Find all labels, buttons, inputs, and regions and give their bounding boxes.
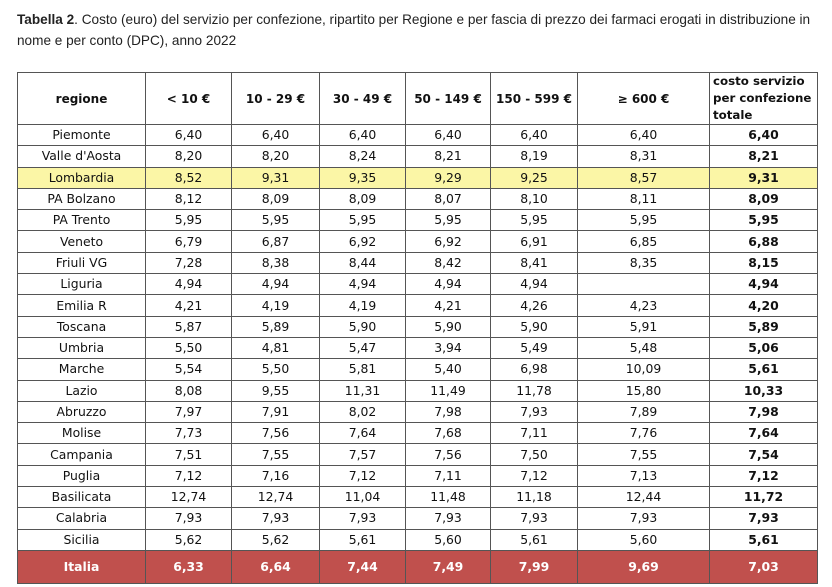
under-10-cell: 7,51 <box>146 444 232 465</box>
table-row <box>18 529 818 550</box>
region-cell: Toscana <box>18 316 146 337</box>
caption-label: Tabella 2 <box>17 12 75 27</box>
header-under-10: < 10 € <box>146 73 232 125</box>
table-row <box>18 167 818 188</box>
30-49-cell: 9,35 <box>320 167 406 188</box>
table-row <box>18 487 818 508</box>
region-cell: Puglia <box>18 465 146 486</box>
region-cell: Valle d'Aosta <box>18 146 146 167</box>
150-599-cell: 7,50 <box>491 444 578 465</box>
150-599-cell: 5,90 <box>491 316 578 337</box>
50-149-cell: 7,68 <box>406 423 491 444</box>
under-10-cell: 12,74 <box>146 487 232 508</box>
region-cell: Marche <box>18 359 146 380</box>
region-cell: Lazio <box>18 380 146 401</box>
table-row <box>18 380 818 401</box>
600-plus-cell: 7,76 <box>578 423 710 444</box>
table-row <box>18 210 818 231</box>
region-cell: Veneto <box>18 231 146 252</box>
total-cell: 10,33 <box>710 380 818 401</box>
region-cell: Emilia R <box>18 295 146 316</box>
150-599-cell: 7,93 <box>491 401 578 422</box>
region-cell: PA Trento <box>18 210 146 231</box>
10-29-cell: 5,95 <box>232 210 320 231</box>
30-49-cell: 4,19 <box>320 295 406 316</box>
italia-region-cell: Italia <box>18 550 146 583</box>
50-149-cell: 7,98 <box>406 401 491 422</box>
50-149-cell: 6,40 <box>406 125 491 146</box>
600-plus-cell: 7,55 <box>578 444 710 465</box>
10-29-cell: 5,89 <box>232 316 320 337</box>
italia-30-49-cell: 7,44 <box>320 550 406 583</box>
50-149-cell: 7,93 <box>406 508 491 529</box>
italia-under-10-cell: 6,33 <box>146 550 232 583</box>
total-cell: 5,89 <box>710 316 818 337</box>
10-29-cell: 8,38 <box>232 252 320 273</box>
50-149-cell: 4,94 <box>406 274 491 295</box>
150-599-cell: 7,12 <box>491 465 578 486</box>
10-29-cell: 8,20 <box>232 146 320 167</box>
table-row <box>18 316 818 337</box>
under-10-cell: 8,52 <box>146 167 232 188</box>
10-29-cell: 6,40 <box>232 125 320 146</box>
header-10-29: 10 - 29 € <box>232 73 320 125</box>
region-cell: Abruzzo <box>18 401 146 422</box>
under-10-cell: 7,12 <box>146 465 232 486</box>
total-cell: 5,06 <box>710 337 818 358</box>
total-cell: 7,54 <box>710 444 818 465</box>
50-149-cell: 5,90 <box>406 316 491 337</box>
table-row <box>18 252 818 273</box>
150-599-cell: 8,10 <box>491 188 578 209</box>
150-599-cell: 6,91 <box>491 231 578 252</box>
600-plus-cell: 6,40 <box>578 125 710 146</box>
region-cell: Molise <box>18 423 146 444</box>
under-10-cell: 5,87 <box>146 316 232 337</box>
150-599-cell: 5,49 <box>491 337 578 358</box>
150-599-cell: 4,94 <box>491 274 578 295</box>
600-plus-cell: 12,44 <box>578 487 710 508</box>
150-599-cell: 6,98 <box>491 359 578 380</box>
total-cell: 5,61 <box>710 529 818 550</box>
30-49-cell: 7,57 <box>320 444 406 465</box>
150-599-cell: 8,19 <box>491 146 578 167</box>
region-cell: PA Bolzano <box>18 188 146 209</box>
150-599-cell: 6,40 <box>491 125 578 146</box>
region-cell: Piemonte <box>18 125 146 146</box>
under-10-cell: 4,21 <box>146 295 232 316</box>
caption-text: . Costo (euro) del servizio per confezione, ripartito per Regione e per fascia di prezzo dei farmaci erogati in distribuzione in nome e per conto (DPC), anno 2022 <box>17 12 811 48</box>
total-cell: 4,94 <box>710 274 818 295</box>
table-row <box>18 295 818 316</box>
50-149-cell: 8,42 <box>406 252 491 273</box>
30-49-cell: 7,12 <box>320 465 406 486</box>
table-row <box>18 401 818 422</box>
table-row <box>18 146 818 167</box>
150-599-cell: 11,18 <box>491 487 578 508</box>
table-row <box>18 274 818 295</box>
50-149-cell: 7,56 <box>406 444 491 465</box>
50-149-cell: 8,07 <box>406 188 491 209</box>
10-29-cell: 12,74 <box>232 487 320 508</box>
50-149-cell: 4,21 <box>406 295 491 316</box>
30-49-cell: 4,94 <box>320 274 406 295</box>
600-plus-cell: 8,31 <box>578 146 710 167</box>
600-plus-cell: 15,80 <box>578 380 710 401</box>
italia-total-row <box>18 550 818 583</box>
150-599-cell: 11,78 <box>491 380 578 401</box>
total-cell: 8,21 <box>710 146 818 167</box>
italia-150-599-cell: 7,99 <box>491 550 578 583</box>
150-599-cell: 5,61 <box>491 529 578 550</box>
total-cell: 5,95 <box>710 210 818 231</box>
region-cell: Campania <box>18 444 146 465</box>
header-50-149: 50 - 149 € <box>406 73 491 125</box>
50-149-cell: 8,21 <box>406 146 491 167</box>
30-49-cell: 8,44 <box>320 252 406 273</box>
10-29-cell: 8,09 <box>232 188 320 209</box>
50-149-cell: 5,40 <box>406 359 491 380</box>
table-row <box>18 231 818 252</box>
10-29-cell: 6,87 <box>232 231 320 252</box>
italia-total-cell: 7,03 <box>710 550 818 583</box>
50-149-cell: 5,95 <box>406 210 491 231</box>
table-body <box>18 125 818 584</box>
10-29-cell: 7,56 <box>232 423 320 444</box>
total-cell: 4,20 <box>710 295 818 316</box>
table-row <box>18 423 818 444</box>
30-49-cell: 5,90 <box>320 316 406 337</box>
10-29-cell: 7,55 <box>232 444 320 465</box>
total-cell: 8,15 <box>710 252 818 273</box>
region-cell: Friuli VG <box>18 252 146 273</box>
30-49-cell: 8,09 <box>320 188 406 209</box>
30-49-cell: 6,40 <box>320 125 406 146</box>
50-149-cell: 9,29 <box>406 167 491 188</box>
italia-50-149-cell: 7,49 <box>406 550 491 583</box>
10-29-cell: 5,62 <box>232 529 320 550</box>
30-49-cell: 7,93 <box>320 508 406 529</box>
total-cell: 8,09 <box>710 188 818 209</box>
table-row <box>18 125 818 146</box>
10-29-cell: 7,93 <box>232 508 320 529</box>
total-cell: 7,64 <box>710 423 818 444</box>
table-row <box>18 359 818 380</box>
30-49-cell: 11,31 <box>320 380 406 401</box>
600-plus-cell: 5,60 <box>578 529 710 550</box>
600-plus-cell: 8,35 <box>578 252 710 273</box>
under-10-cell: 5,50 <box>146 337 232 358</box>
50-149-cell: 5,60 <box>406 529 491 550</box>
600-plus-cell <box>578 274 710 295</box>
under-10-cell: 7,73 <box>146 423 232 444</box>
under-10-cell: 5,62 <box>146 529 232 550</box>
600-plus-cell: 7,13 <box>578 465 710 486</box>
header-600-plus: ≥ 600 € <box>578 73 710 125</box>
under-10-cell: 8,08 <box>146 380 232 401</box>
header-regione: regione <box>18 73 146 125</box>
table-row <box>18 508 818 529</box>
under-10-cell: 8,12 <box>146 188 232 209</box>
30-49-cell: 5,61 <box>320 529 406 550</box>
50-149-cell: 11,49 <box>406 380 491 401</box>
header-150-599: 150 - 599 € <box>491 73 578 125</box>
150-599-cell: 9,25 <box>491 167 578 188</box>
10-29-cell: 5,50 <box>232 359 320 380</box>
150-599-cell: 7,93 <box>491 508 578 529</box>
total-cell: 6,88 <box>710 231 818 252</box>
50-149-cell: 3,94 <box>406 337 491 358</box>
10-29-cell: 7,91 <box>232 401 320 422</box>
region-cell: Calabria <box>18 508 146 529</box>
region-cell: Basilicata <box>18 487 146 508</box>
150-599-cell: 7,11 <box>491 423 578 444</box>
600-plus-cell: 5,95 <box>578 210 710 231</box>
table-row <box>18 444 818 465</box>
10-29-cell: 7,16 <box>232 465 320 486</box>
600-plus-cell: 8,11 <box>578 188 710 209</box>
50-149-cell: 6,92 <box>406 231 491 252</box>
150-599-cell: 4,26 <box>491 295 578 316</box>
under-10-cell: 6,79 <box>146 231 232 252</box>
600-plus-cell: 4,23 <box>578 295 710 316</box>
50-149-cell: 7,11 <box>406 465 491 486</box>
cost-table <box>17 72 818 584</box>
under-10-cell: 8,20 <box>146 146 232 167</box>
header-total: costo servizio per confezione totale <box>710 73 818 125</box>
30-49-cell: 8,24 <box>320 146 406 167</box>
10-29-cell: 9,31 <box>232 167 320 188</box>
600-plus-cell: 5,48 <box>578 337 710 358</box>
10-29-cell: 4,81 <box>232 337 320 358</box>
header-30-49: 30 - 49 € <box>320 73 406 125</box>
total-cell: 9,31 <box>710 167 818 188</box>
600-plus-cell: 10,09 <box>578 359 710 380</box>
30-49-cell: 8,02 <box>320 401 406 422</box>
under-10-cell: 7,93 <box>146 508 232 529</box>
150-599-cell: 5,95 <box>491 210 578 231</box>
table-caption <box>17 9 817 51</box>
italia-10-29-cell: 6,64 <box>232 550 320 583</box>
total-cell: 5,61 <box>710 359 818 380</box>
region-cell: Umbria <box>18 337 146 358</box>
italia-600-plus-cell: 9,69 <box>578 550 710 583</box>
600-plus-cell: 7,89 <box>578 401 710 422</box>
under-10-cell: 5,95 <box>146 210 232 231</box>
under-10-cell: 7,97 <box>146 401 232 422</box>
header-row <box>18 73 818 125</box>
150-599-cell: 8,41 <box>491 252 578 273</box>
600-plus-cell: 5,91 <box>578 316 710 337</box>
total-cell: 7,12 <box>710 465 818 486</box>
50-149-cell: 11,48 <box>406 487 491 508</box>
total-cell: 7,98 <box>710 401 818 422</box>
region-cell: Liguria <box>18 274 146 295</box>
table-row <box>18 465 818 486</box>
region-cell: Lombardia <box>18 167 146 188</box>
30-49-cell: 7,64 <box>320 423 406 444</box>
30-49-cell: 5,95 <box>320 210 406 231</box>
30-49-cell: 5,47 <box>320 337 406 358</box>
10-29-cell: 9,55 <box>232 380 320 401</box>
table-row <box>18 188 818 209</box>
under-10-cell: 6,40 <box>146 125 232 146</box>
region-cell: Sicilia <box>18 529 146 550</box>
total-cell: 7,93 <box>710 508 818 529</box>
10-29-cell: 4,19 <box>232 295 320 316</box>
under-10-cell: 7,28 <box>146 252 232 273</box>
total-cell: 11,72 <box>710 487 818 508</box>
total-cell: 6,40 <box>710 125 818 146</box>
30-49-cell: 5,81 <box>320 359 406 380</box>
600-plus-cell: 8,57 <box>578 167 710 188</box>
30-49-cell: 11,04 <box>320 487 406 508</box>
600-plus-cell: 7,93 <box>578 508 710 529</box>
table-row <box>18 337 818 358</box>
under-10-cell: 4,94 <box>146 274 232 295</box>
600-plus-cell: 6,85 <box>578 231 710 252</box>
under-10-cell: 5,54 <box>146 359 232 380</box>
30-49-cell: 6,92 <box>320 231 406 252</box>
10-29-cell: 4,94 <box>232 274 320 295</box>
